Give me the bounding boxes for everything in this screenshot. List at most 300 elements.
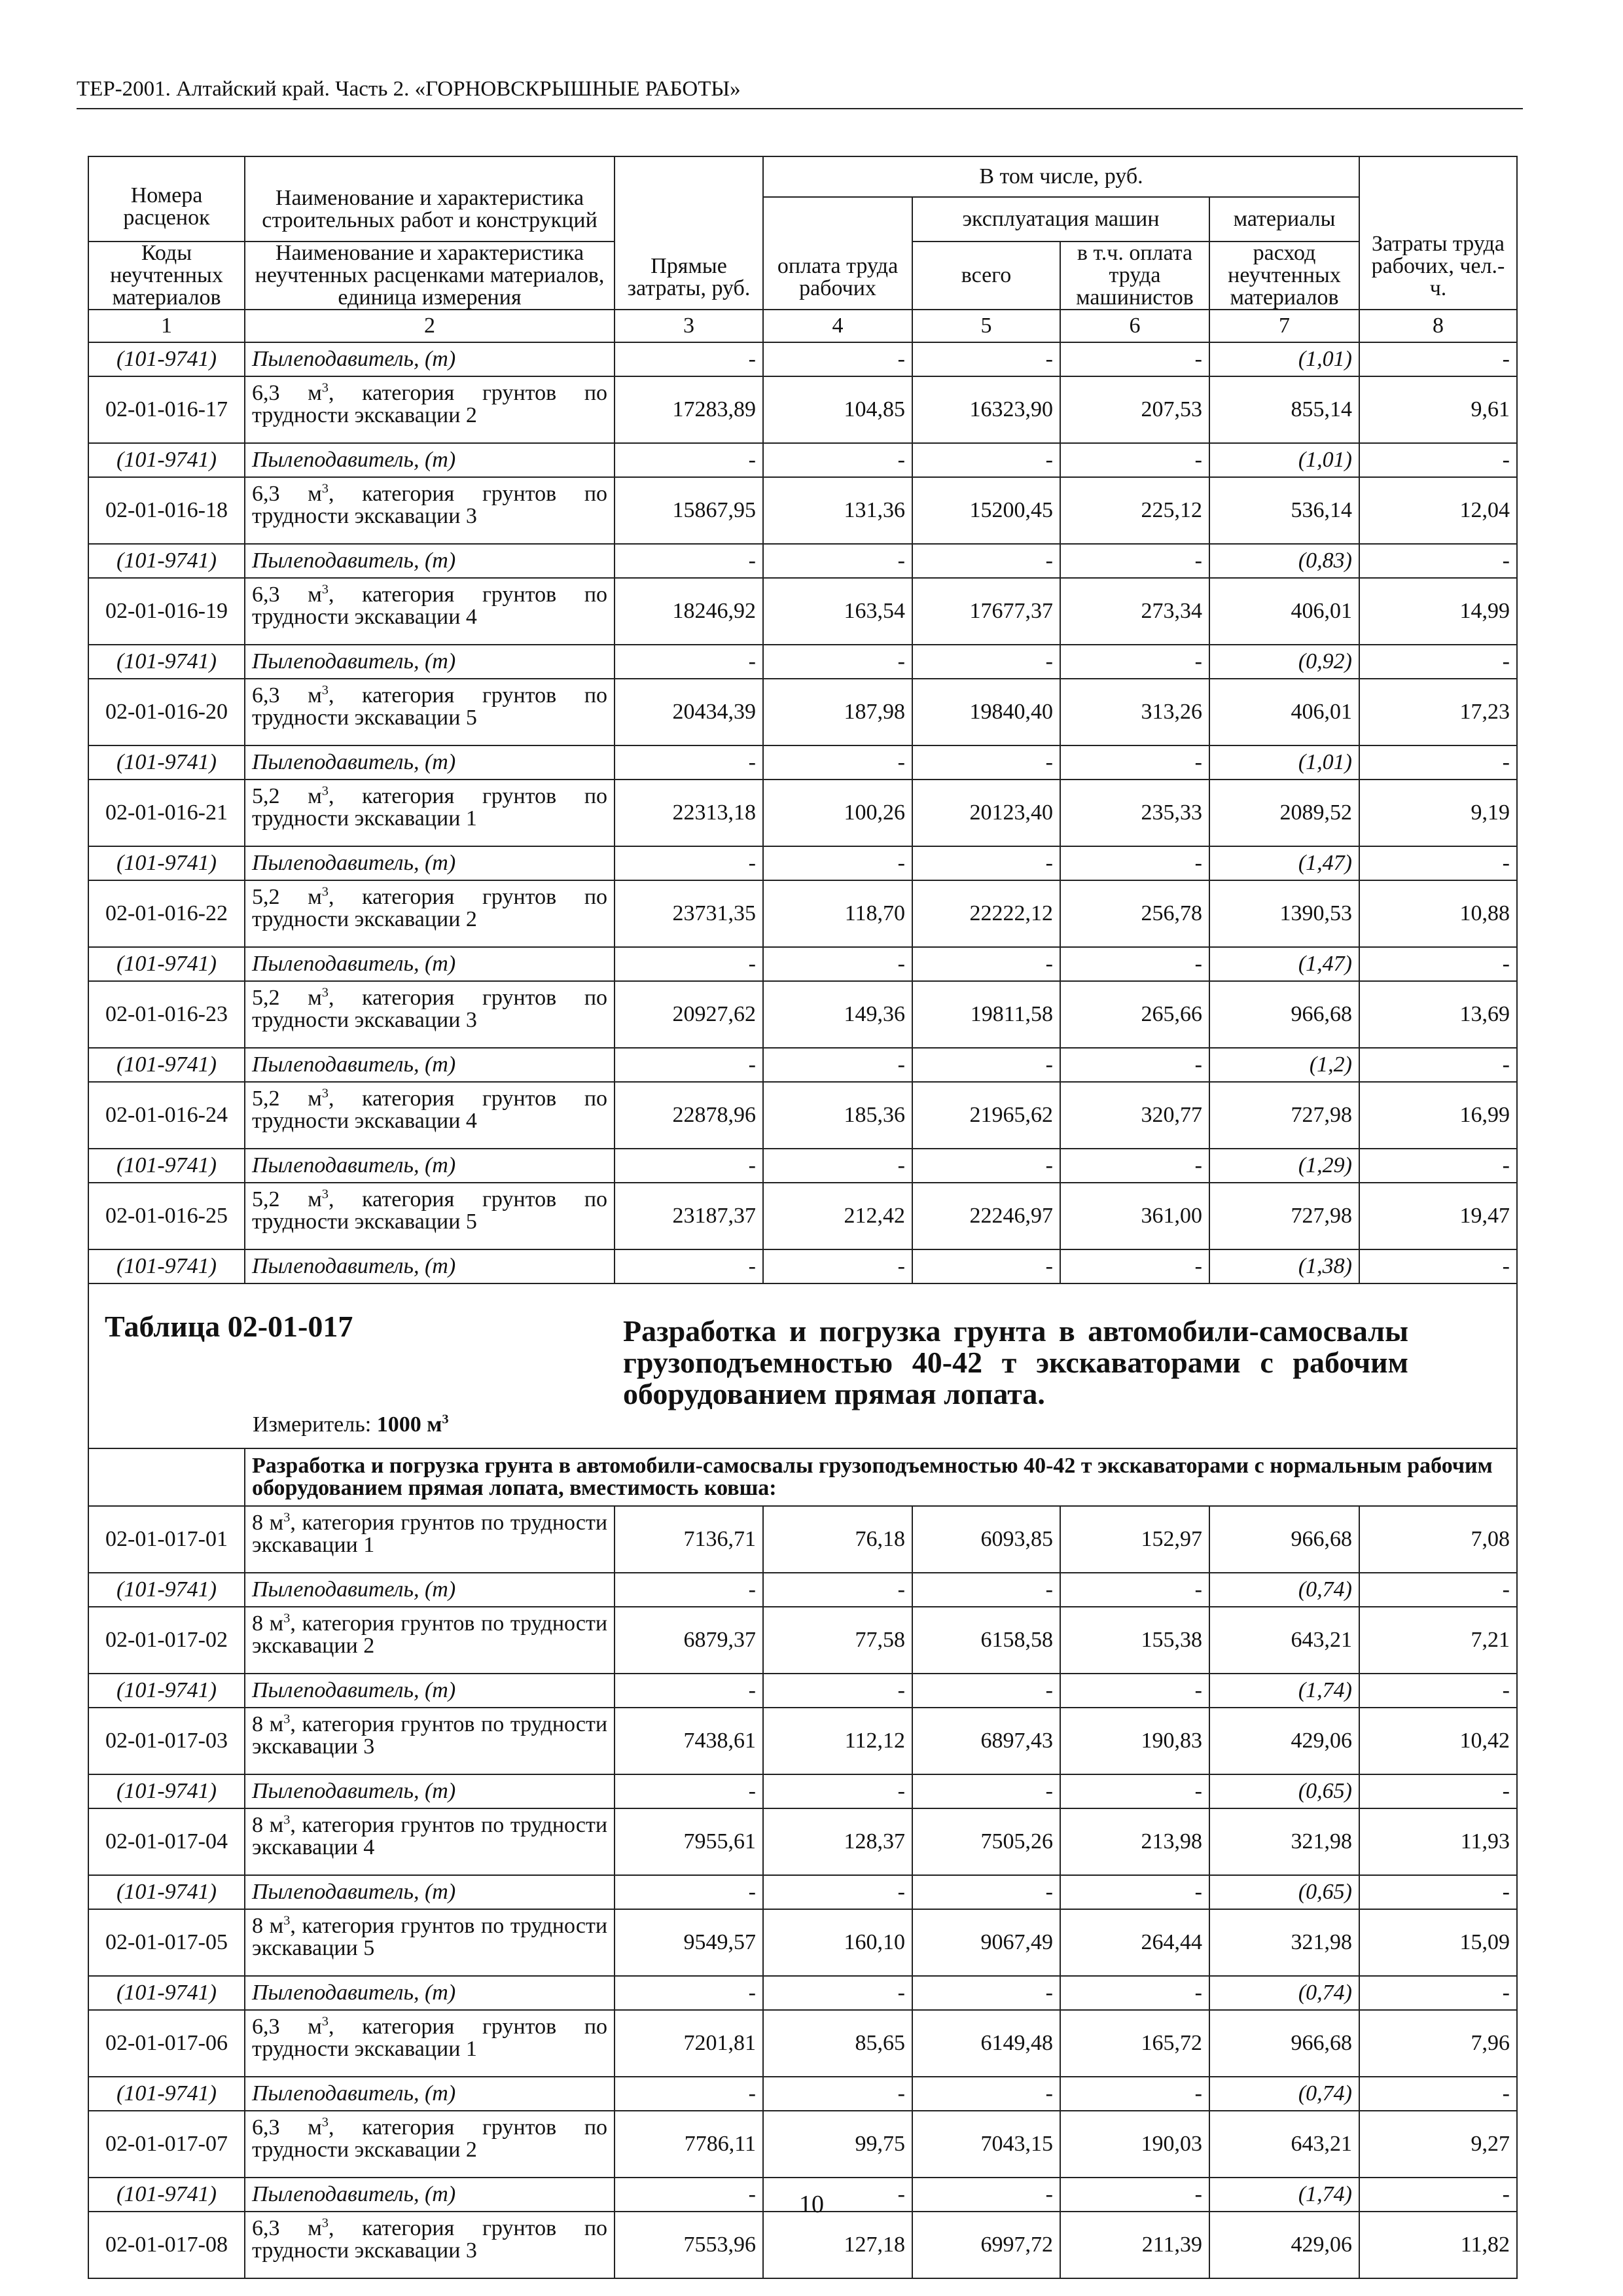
section-row bbox=[88, 1448, 1517, 1506]
soil-category-text: категория грунтов по трудности экскавации 2 bbox=[252, 381, 608, 427]
volume-unit: м bbox=[308, 683, 322, 708]
cost-c7: 429,06 bbox=[1209, 2212, 1359, 2278]
dash: - bbox=[1060, 2178, 1209, 2212]
cost-c3: 17283,89 bbox=[615, 376, 763, 443]
dash: - bbox=[615, 2077, 763, 2111]
rate-description: 6,3 $м^3$, категория грунтов по трудности экскавации 2 bbox=[245, 2111, 615, 2178]
rate-row bbox=[88, 1708, 1517, 1774]
cube-superscript: 3 bbox=[283, 1611, 291, 1626]
cost-c8: 11,82 bbox=[1359, 2212, 1517, 2278]
cost-c4: 160,10 bbox=[763, 1909, 912, 1976]
rate-row bbox=[88, 679, 1517, 745]
material-code: (101-9741) bbox=[88, 1875, 245, 1909]
col-number: 7 bbox=[1209, 310, 1359, 342]
bucket-volume: 8 bbox=[252, 1511, 263, 1535]
cost-c5: 7043,15 bbox=[912, 2111, 1060, 2178]
cost-c7: 536,14 bbox=[1209, 477, 1359, 544]
dash: - bbox=[912, 645, 1060, 679]
cost-c7: 643,21 bbox=[1209, 1607, 1359, 1674]
material-name: Пылеподавитель, (т) bbox=[245, 645, 615, 679]
price-table bbox=[88, 156, 1518, 2279]
rate-code: 02-01-017-02 bbox=[88, 1607, 245, 1674]
cost-c8: 15,09 bbox=[1359, 1909, 1517, 1976]
cost-c5: 6093,85 bbox=[912, 1506, 1060, 1573]
material-row bbox=[88, 1774, 1517, 1808]
rate-description: 5,2 $м^3$, категория грунтов по трудности экскавации 2 bbox=[245, 880, 615, 947]
measure-value: 1000 bbox=[376, 1412, 421, 1437]
volume-unit: м bbox=[308, 2216, 322, 2240]
dash: - bbox=[763, 1249, 912, 1283]
header-labor-pay: оплата труда рабочих bbox=[763, 197, 912, 310]
rate-row bbox=[88, 2212, 1517, 2278]
measure-label: Измеритель: bbox=[253, 1412, 372, 1437]
dash: - bbox=[763, 1976, 912, 2010]
running-header: ТЕР-2001. Алтайский край. Часть 2. «ГОРНОВСКРЫШНЫЕ РАБОТЫ» bbox=[77, 77, 1523, 109]
material-code: (101-9741) bbox=[88, 846, 245, 880]
rate-description: 5,2 $м^3$, категория грунтов по трудности экскавации 1 bbox=[245, 780, 615, 846]
cost-c7: 727,98 bbox=[1209, 1082, 1359, 1149]
cost-c3: 7786,11 bbox=[615, 2111, 763, 2178]
cost-c5: 6997,72 bbox=[912, 2212, 1060, 2278]
table-title-row bbox=[88, 1283, 1517, 1448]
header-machines: эксплуатация машин bbox=[912, 197, 1209, 242]
header-machines-total: всего bbox=[912, 242, 1060, 310]
col-number: 2 bbox=[245, 310, 615, 342]
dash: - bbox=[912, 1976, 1060, 2010]
bucket-volume: 5,2 bbox=[252, 784, 280, 808]
cost-c6: 320,77 bbox=[1060, 1082, 1209, 1149]
material-usage: (0,74) bbox=[1209, 1976, 1359, 2010]
soil-category-text: категория грунтов по трудности экскавации 2 bbox=[252, 2115, 608, 2162]
soil-category-text: категория грунтов по трудности экскавации 5 bbox=[252, 1187, 608, 1234]
rate-code: 02-01-016-20 bbox=[88, 679, 245, 745]
dash: - bbox=[1359, 1573, 1517, 1607]
dash: - bbox=[1060, 846, 1209, 880]
material-name: Пылеподавитель, (т) bbox=[245, 443, 615, 477]
cost-c6: 213,98 bbox=[1060, 1808, 1209, 1875]
cost-c6: 264,44 bbox=[1060, 1909, 1209, 1976]
cost-c4: 118,70 bbox=[763, 880, 912, 947]
cost-c6: 256,78 bbox=[1060, 880, 1209, 947]
material-row bbox=[88, 2077, 1517, 2111]
dash: - bbox=[1359, 2077, 1517, 2111]
dash: - bbox=[1060, 947, 1209, 981]
rate-description: 6,3 $м^3$, категория грунтов по трудности экскавации 3 bbox=[245, 477, 615, 544]
cost-c7: 429,06 bbox=[1209, 1708, 1359, 1774]
soil-category-text: категория грунтов по трудности экскавации 3 bbox=[252, 482, 608, 528]
soil-category-text: категория грунтов по трудности экскавации 3 bbox=[252, 986, 608, 1032]
cost-c6: 155,38 bbox=[1060, 1607, 1209, 1674]
cost-c6: 152,97 bbox=[1060, 1506, 1209, 1573]
dash: - bbox=[912, 2077, 1060, 2111]
cube-superscript: 3 bbox=[283, 1712, 291, 1727]
cost-c5: 6158,58 bbox=[912, 1607, 1060, 1674]
rate-description: 8 $м^3$, категория грунтов по трудности экскавации 5 bbox=[245, 1909, 615, 1976]
header-name-top: Наименование и характеристика строительных работ и конструкций bbox=[245, 156, 615, 242]
dash: - bbox=[615, 1875, 763, 1909]
cost-c4: 77,58 bbox=[763, 1607, 912, 1674]
rate-row bbox=[88, 1183, 1517, 1249]
volume-unit: м bbox=[269, 1914, 284, 1938]
soil-category-text: категория грунтов по трудности экскавации 2 bbox=[252, 885, 608, 931]
rate-code: 02-01-016-24 bbox=[88, 1082, 245, 1149]
cost-c7: 855,14 bbox=[1209, 376, 1359, 443]
rate-description: 5,2 $м^3$, категория грунтов по трудности экскавации 5 bbox=[245, 1183, 615, 1249]
dash: - bbox=[763, 1573, 912, 1607]
rate-code: 02-01-017-05 bbox=[88, 1909, 245, 1976]
dash: - bbox=[615, 1149, 763, 1183]
cube-superscript: 3 bbox=[321, 1187, 329, 1202]
cost-c6: 235,33 bbox=[1060, 780, 1209, 846]
rate-row bbox=[88, 1909, 1517, 1976]
cube-superscript: 3 bbox=[321, 582, 329, 597]
dash: - bbox=[1060, 1674, 1209, 1708]
dash: - bbox=[763, 2178, 912, 2212]
material-row bbox=[88, 1573, 1517, 1607]
rate-description: 6,3 $м^3$, категория грунтов по трудности экскавации 5 bbox=[245, 679, 615, 745]
volume-unit: м bbox=[308, 784, 322, 808]
dash: - bbox=[912, 443, 1060, 477]
rate-row bbox=[88, 1506, 1517, 1573]
material-name: Пылеподавитель, (т) bbox=[245, 1875, 615, 1909]
cost-c5: 9067,49 bbox=[912, 1909, 1060, 1976]
material-usage: (1,74) bbox=[1209, 1674, 1359, 1708]
dash: - bbox=[912, 745, 1060, 780]
dash: - bbox=[763, 2077, 912, 2111]
cost-c5: 6149,48 bbox=[912, 2010, 1060, 2077]
rate-row bbox=[88, 376, 1517, 443]
dash: - bbox=[1359, 645, 1517, 679]
header-direct-costs: Прямые затраты, руб. bbox=[615, 156, 763, 310]
dash: - bbox=[615, 2178, 763, 2212]
cost-c8: 19,47 bbox=[1359, 1183, 1517, 1249]
dash: - bbox=[1060, 1774, 1209, 1808]
material-row bbox=[88, 1875, 1517, 1909]
material-name: Пылеподавитель, (т) bbox=[245, 1674, 615, 1708]
dash: - bbox=[1060, 1249, 1209, 1283]
dash: - bbox=[1060, 1048, 1209, 1082]
rate-description: 6,3 $м^3$, категория грунтов по трудности экскавации 3 bbox=[245, 2212, 615, 2278]
cost-c7: 966,68 bbox=[1209, 981, 1359, 1048]
rate-row bbox=[88, 578, 1517, 645]
material-usage: (1,29) bbox=[1209, 1149, 1359, 1183]
cost-c4: 127,18 bbox=[763, 2212, 912, 2278]
header-materials: материалы bbox=[1209, 197, 1359, 242]
bucket-volume: 6,3 bbox=[252, 381, 280, 405]
rate-code: 02-01-017-01 bbox=[88, 1506, 245, 1573]
cost-c3: 6879,37 bbox=[615, 1607, 763, 1674]
table-title: Разработка и погрузка грунта в автомобили-самосвалы грузоподъемностью 40-42 т экскаваторами с рабочим оборудованием прямая лопата. bbox=[623, 1314, 1408, 1410]
cost-c6: 361,00 bbox=[1060, 1183, 1209, 1249]
rate-description: 5,2 $м^3$, категория грунтов по трудности экскавации 3 bbox=[245, 981, 615, 1048]
material-code: (101-9741) bbox=[88, 2077, 245, 2111]
cost-c3: 7438,61 bbox=[615, 1708, 763, 1774]
material-usage: (1,47) bbox=[1209, 947, 1359, 981]
cost-c7: 321,98 bbox=[1209, 1808, 1359, 1875]
material-name: Пылеподавитель, (т) bbox=[245, 1976, 615, 2010]
dash: - bbox=[763, 645, 912, 679]
cost-c6: 265,66 bbox=[1060, 981, 1209, 1048]
dash: - bbox=[912, 1149, 1060, 1183]
material-name: Пылеподавитель, (т) bbox=[245, 1149, 615, 1183]
cost-c3: 20434,39 bbox=[615, 679, 763, 745]
material-usage: (0,65) bbox=[1209, 1774, 1359, 1808]
rate-code: 02-01-016-22 bbox=[88, 880, 245, 947]
cost-c7: 966,68 bbox=[1209, 1506, 1359, 1573]
volume-unit: м bbox=[308, 986, 322, 1010]
col-number: 8 bbox=[1359, 310, 1517, 342]
rate-description: 8 $м^3$, категория грунтов по трудности экскавации 4 bbox=[245, 1808, 615, 1875]
material-code: (101-9741) bbox=[88, 443, 245, 477]
cost-c8: 7,08 bbox=[1359, 1506, 1517, 1573]
rate-description: 8 $м^3$, категория грунтов по трудности экскавации 1 bbox=[245, 1506, 615, 1573]
cost-c7: 966,68 bbox=[1209, 2010, 1359, 2077]
cube-superscript: 3 bbox=[321, 380, 329, 395]
dash: - bbox=[1359, 1976, 1517, 2010]
dash: - bbox=[912, 1774, 1060, 1808]
cost-c6: 211,39 bbox=[1060, 2212, 1209, 2278]
cost-c5: 21965,62 bbox=[912, 1082, 1060, 1149]
dash: - bbox=[1060, 1149, 1209, 1183]
cost-c4: 163,54 bbox=[763, 578, 912, 645]
dash: - bbox=[1060, 544, 1209, 578]
bucket-volume: 5,2 bbox=[252, 986, 280, 1010]
rate-code: 02-01-016-18 bbox=[88, 477, 245, 544]
cost-c8: 17,23 bbox=[1359, 679, 1517, 745]
material-code: (101-9741) bbox=[88, 544, 245, 578]
dash: - bbox=[615, 1774, 763, 1808]
cost-c8: 9,27 bbox=[1359, 2111, 1517, 2178]
bucket-volume: 5,2 bbox=[252, 1187, 280, 1211]
cost-c4: 149,36 bbox=[763, 981, 912, 1048]
cube-superscript: 3 bbox=[321, 783, 329, 798]
material-row bbox=[88, 342, 1517, 376]
cost-c3: 7201,81 bbox=[615, 2010, 763, 2077]
cube-superscript: 3 bbox=[283, 1812, 291, 1827]
volume-unit: м bbox=[269, 1611, 284, 1636]
dash: - bbox=[615, 846, 763, 880]
rate-description: 6,3 $м^3$, категория грунтов по трудности экскавации 4 bbox=[245, 578, 615, 645]
material-row bbox=[88, 1249, 1517, 1283]
header-labor-hours: Затраты труда рабочих, чел.-ч. bbox=[1359, 156, 1517, 310]
dash: - bbox=[615, 745, 763, 780]
soil-category-text: категория грунтов по трудности экскавации 5 bbox=[252, 683, 608, 730]
material-usage: (1,74) bbox=[1209, 2178, 1359, 2212]
dash: - bbox=[1359, 1048, 1517, 1082]
rate-description: 6,3 $м^3$, категория грунтов по трудности экскавации 2 bbox=[245, 376, 615, 443]
dash: - bbox=[912, 1249, 1060, 1283]
cube-superscript: 3 bbox=[321, 985, 329, 1000]
cost-c4: 128,37 bbox=[763, 1808, 912, 1875]
rate-row bbox=[88, 2010, 1517, 2077]
header-machinists-pay: в т.ч. оплата труда машинистов bbox=[1060, 242, 1209, 310]
cost-c7: 406,01 bbox=[1209, 679, 1359, 745]
dash: - bbox=[1060, 342, 1209, 376]
dash: - bbox=[912, 947, 1060, 981]
material-name: Пылеподавитель, (т) bbox=[245, 947, 615, 981]
material-usage: (0,92) bbox=[1209, 645, 1359, 679]
cost-c3: 18246,92 bbox=[615, 578, 763, 645]
cost-c8: 10,88 bbox=[1359, 880, 1517, 947]
soil-category-text: категория грунтов по трудности экскавации 2 bbox=[252, 1611, 608, 1658]
cost-c7: 406,01 bbox=[1209, 578, 1359, 645]
cost-c4: 76,18 bbox=[763, 1506, 912, 1573]
soil-category-text: категория грунтов по трудности экскавации 4 bbox=[252, 583, 608, 629]
material-row bbox=[88, 1674, 1517, 1708]
col-number: 3 bbox=[615, 310, 763, 342]
volume-unit: м bbox=[269, 1712, 284, 1736]
dash: - bbox=[1359, 443, 1517, 477]
bucket-volume: 5,2 bbox=[252, 885, 280, 909]
dash: - bbox=[1359, 1774, 1517, 1808]
bucket-volume: 8 bbox=[252, 1914, 263, 1938]
dash: - bbox=[912, 846, 1060, 880]
cost-c8: 13,69 bbox=[1359, 981, 1517, 1048]
material-row bbox=[88, 645, 1517, 679]
rate-code: 02-01-016-21 bbox=[88, 780, 245, 846]
header-codes-top: Номера расценок bbox=[88, 156, 245, 242]
dash: - bbox=[1060, 1976, 1209, 2010]
rate-row bbox=[88, 880, 1517, 947]
cube-superscript: 3 bbox=[321, 2115, 329, 2130]
material-usage: (1,01) bbox=[1209, 342, 1359, 376]
volume-unit: м bbox=[269, 1813, 284, 1837]
material-code: (101-9741) bbox=[88, 1774, 245, 1808]
cost-c5: 17677,37 bbox=[912, 578, 1060, 645]
rate-code: 02-01-017-06 bbox=[88, 2010, 245, 2077]
cube-superscript: 3 bbox=[321, 481, 329, 496]
rate-row bbox=[88, 2111, 1517, 2178]
volume-unit: м bbox=[269, 1511, 284, 1535]
material-row bbox=[88, 443, 1517, 477]
material-usage: (1,2) bbox=[1209, 1048, 1359, 1082]
rate-row bbox=[88, 1082, 1517, 1149]
soil-category-text: категория грунтов по трудности экскавации 1 bbox=[252, 2015, 608, 2061]
cost-c5: 22222,12 bbox=[912, 880, 1060, 947]
rate-row bbox=[88, 477, 1517, 544]
bucket-volume: 5,2 bbox=[252, 1086, 280, 1111]
volume-unit: м bbox=[308, 885, 322, 909]
rate-code: 02-01-016-23 bbox=[88, 981, 245, 1048]
cost-c7: 321,98 bbox=[1209, 1909, 1359, 1976]
material-name: Пылеподавитель, (т) bbox=[245, 1249, 615, 1283]
cost-c7: 2089,52 bbox=[1209, 780, 1359, 846]
dash: - bbox=[1359, 947, 1517, 981]
soil-category-text: категория грунтов по трудности экскавации 3 bbox=[252, 1712, 608, 1759]
cost-c3: 22878,96 bbox=[615, 1082, 763, 1149]
bucket-volume: 6,3 bbox=[252, 2115, 280, 2140]
dash: - bbox=[1359, 745, 1517, 780]
rate-row bbox=[88, 981, 1517, 1048]
cost-c3: 15867,95 bbox=[615, 477, 763, 544]
dash: - bbox=[615, 1048, 763, 1082]
rate-row bbox=[88, 1607, 1517, 1674]
material-code: (101-9741) bbox=[88, 1149, 245, 1183]
cube-superscript: 3 bbox=[321, 884, 329, 899]
col-number: 4 bbox=[763, 310, 912, 342]
dash: - bbox=[763, 846, 912, 880]
bucket-volume: 6,3 bbox=[252, 683, 280, 708]
dash: - bbox=[1060, 2077, 1209, 2111]
dash: - bbox=[615, 1976, 763, 2010]
soil-category-text: категория грунтов по трудности экскавации 1 bbox=[252, 1511, 608, 1557]
dash: - bbox=[912, 1875, 1060, 1909]
material-name: Пылеподавитель, (т) bbox=[245, 1048, 615, 1082]
measure-value-wrap bbox=[377, 1412, 449, 1437]
cost-c5: 16323,90 bbox=[912, 376, 1060, 443]
material-usage: (1,01) bbox=[1209, 745, 1359, 780]
dash: - bbox=[763, 1149, 912, 1183]
material-usage: (1,38) bbox=[1209, 1249, 1359, 1283]
cost-c6: 190,03 bbox=[1060, 2111, 1209, 2178]
material-name: Пылеподавитель, (т) bbox=[245, 2178, 615, 2212]
material-code: (101-9741) bbox=[88, 1674, 245, 1708]
cost-c7: 727,98 bbox=[1209, 1183, 1359, 1249]
material-code: (101-9741) bbox=[88, 2178, 245, 2212]
cost-c3: 9549,57 bbox=[615, 1909, 763, 1976]
cost-c7: 643,21 bbox=[1209, 2111, 1359, 2178]
cost-c8: 12,04 bbox=[1359, 477, 1517, 544]
material-name: Пылеподавитель, (т) bbox=[245, 745, 615, 780]
dash: - bbox=[912, 1674, 1060, 1708]
dash: - bbox=[1359, 846, 1517, 880]
volume-unit: м bbox=[308, 2115, 322, 2140]
material-code: (101-9741) bbox=[88, 1976, 245, 2010]
rate-code: 02-01-016-17 bbox=[88, 376, 245, 443]
dash: - bbox=[763, 947, 912, 981]
dash: - bbox=[912, 544, 1060, 578]
dash: - bbox=[615, 1674, 763, 1708]
dash: - bbox=[615, 342, 763, 376]
dash: - bbox=[763, 1875, 912, 1909]
material-row bbox=[88, 1048, 1517, 1082]
bucket-volume: 8 bbox=[252, 1611, 263, 1636]
cube-superscript: 3 bbox=[283, 1510, 291, 1525]
rate-description: 5,2 $м^3$, категория грунтов по трудности экскавации 4 bbox=[245, 1082, 615, 1149]
material-code: (101-9741) bbox=[88, 1249, 245, 1283]
material-name: Пылеподавитель, (т) bbox=[245, 1774, 615, 1808]
material-code: (101-9741) bbox=[88, 1573, 245, 1607]
dash: - bbox=[763, 342, 912, 376]
material-row bbox=[88, 947, 1517, 981]
material-code: (101-9741) bbox=[88, 645, 245, 679]
dash: - bbox=[763, 544, 912, 578]
cost-c8: 11,93 bbox=[1359, 1808, 1517, 1875]
cost-c8: 10,42 bbox=[1359, 1708, 1517, 1774]
cube-superscript: 3 bbox=[283, 1913, 291, 1928]
material-usage: (0,74) bbox=[1209, 1573, 1359, 1607]
volume-unit: м bbox=[308, 1086, 322, 1111]
cube-superscript: 3 bbox=[321, 683, 329, 698]
rate-code: 02-01-017-08 bbox=[88, 2212, 245, 2278]
cost-c8: 7,96 bbox=[1359, 2010, 1517, 2077]
material-usage: (1,47) bbox=[1209, 846, 1359, 880]
cost-c6: 225,12 bbox=[1060, 477, 1209, 544]
dash: - bbox=[1060, 1573, 1209, 1607]
dash: - bbox=[912, 342, 1060, 376]
rate-code: 02-01-017-04 bbox=[88, 1808, 245, 1875]
cost-c6: 273,34 bbox=[1060, 578, 1209, 645]
dash: - bbox=[615, 544, 763, 578]
cost-c7: 1390,53 bbox=[1209, 880, 1359, 947]
rate-row bbox=[88, 780, 1517, 846]
cost-c6: 207,53 bbox=[1060, 376, 1209, 443]
rate-code: 02-01-017-03 bbox=[88, 1708, 245, 1774]
volume-unit: м bbox=[308, 482, 322, 506]
cost-c3: 23187,37 bbox=[615, 1183, 763, 1249]
dash: - bbox=[1060, 645, 1209, 679]
rate-code: 02-01-016-25 bbox=[88, 1183, 245, 1249]
